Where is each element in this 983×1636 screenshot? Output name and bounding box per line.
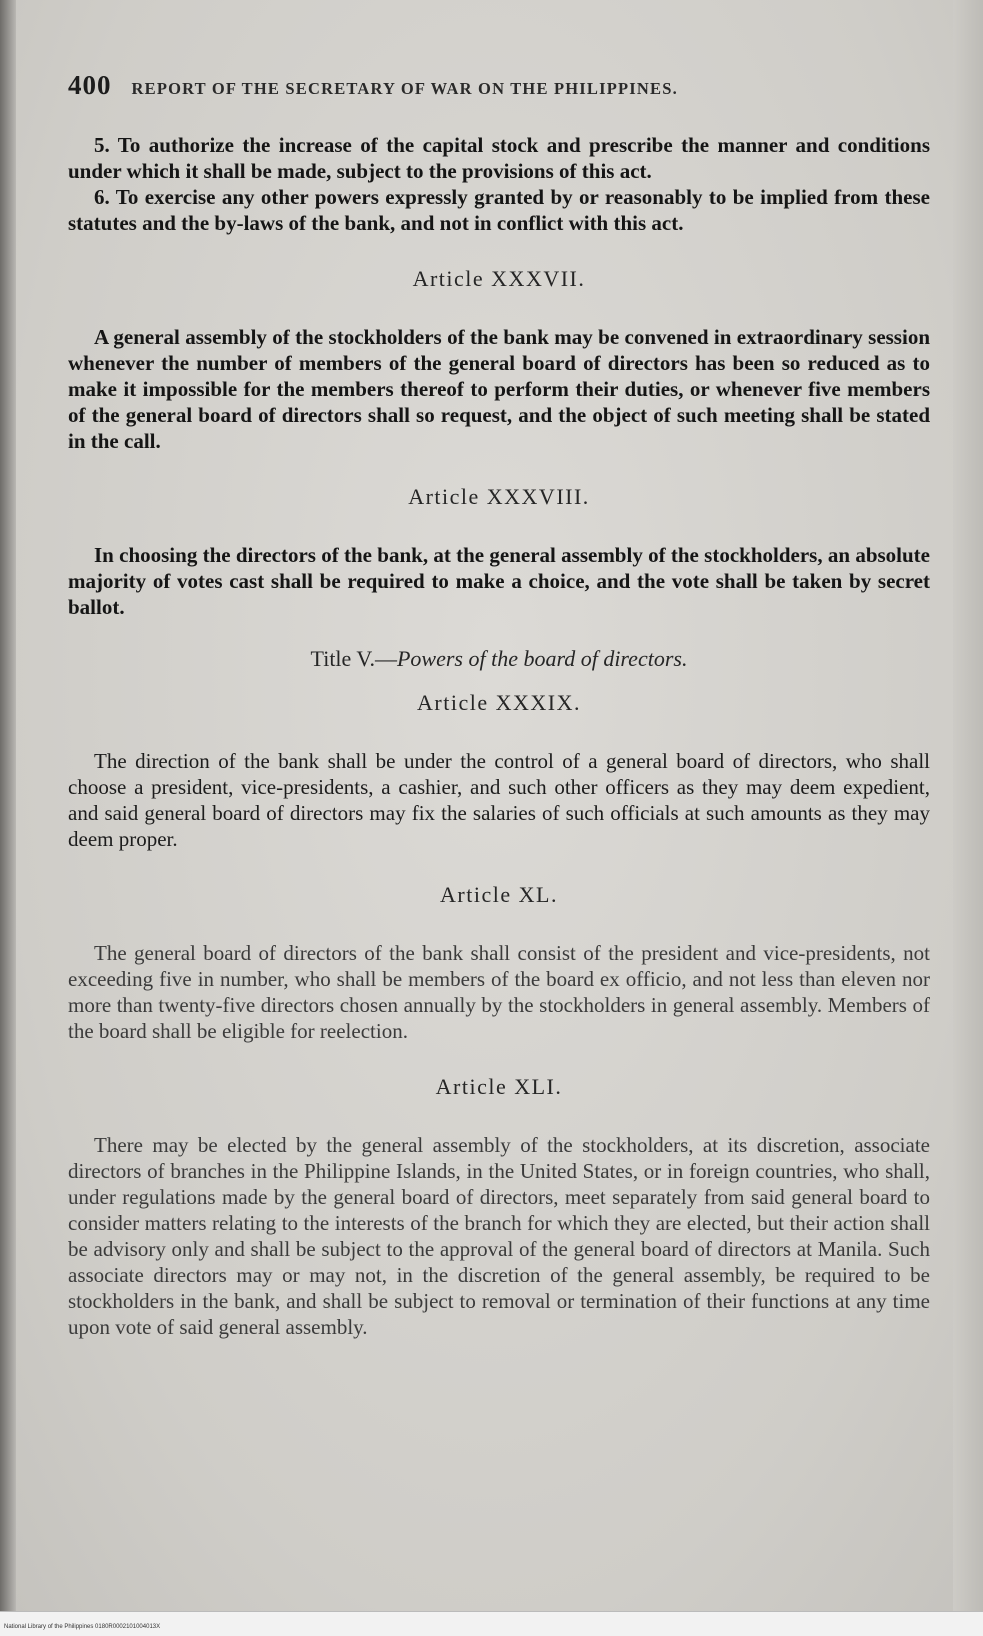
page-right-edge: [953, 0, 983, 1636]
title-heading-prefix: Title V.—: [310, 646, 397, 671]
title-heading: [68, 646, 930, 672]
page-content: [68, 70, 930, 1340]
article-heading-xxxviii: Article XXXVIII.: [408, 484, 590, 509]
page-left-shadow: [0, 0, 16, 1636]
article-heading-xli: Article XLI.: [435, 1074, 563, 1099]
article-heading-xl: Article XL.: [440, 882, 558, 907]
article-text-xxxvii: A general assembly of the stockholders of the bank may be convened in extraordinary session whenever the number of members of the general board of directors has been so reduced as to make it impossible for the members thereof to perform their duties, or whenever five members of the general board of directors shall so request, and the object of such meeting shall be stated in the call.: [68, 325, 930, 453]
footer-credit: National Library of the Philippines 0180R0002101004013X: [4, 1624, 161, 1630]
article-text-xli: There may be elected by the general assembly of the stockholders, at its discretion, associate directors of branches in the Philippine Islands, in the United States, or in foreign countries, who shall, under regulations made by the general board of directors, meet separately from said general board to consider matters relating to the interests of the branch for which they are elected, but their action shall be advisory only and shall be subject to the approval of the general board of directors at Manila. Such associate directors may or may not, in the discretion of the general assembly, be required to be stockholders in the bank, and shall be subject to removal or termination of their functions at any time upon vote of said general assembly.: [68, 1133, 930, 1339]
paragraph-item-5: 5. To authorize the increase of the capital stock and prescribe the manner and conditions under which it shall be made, subject to the provisions of this act.: [68, 133, 930, 183]
article-heading-xxxvii: Article XXXVII.: [412, 266, 586, 291]
paragraph-item-6: 6. To exercise any other powers expressly granted by or reasonably to be implied from these statutes and the by-laws of the bank, and not in conflict with this act.: [68, 185, 930, 235]
article-text-xl: The general board of directors of the bank shall consist of the president and vice-presidents, not exceeding five in number, who shall be members of the board ex officio, and not less than eleven nor more than twenty-five directors chosen annually by the stockholders in general assembly. Members of the board shall be eligible for reelection.: [68, 941, 930, 1043]
running-head: [68, 70, 930, 110]
article-text-xxxviii: In choosing the directors of the bank, at the general assembly of the stockholders, an absolute majority of votes cast shall be required to make a choice, and the vote shall be taken by secret ballot.: [68, 543, 930, 619]
page-number: 400: [68, 70, 112, 100]
running-head-title: REPORT OF THE SECRETARY OF WAR ON THE PHILIPPINES.: [131, 79, 678, 98]
article-text-xxxix: The direction of the bank shall be under the control of a general board of directors, who shall choose a president, vice-presidents, a cashier, and such other officers as they may deem expedient, and said general board of directors may fix the salaries of such officials at such amounts as they may deem proper.: [68, 749, 930, 851]
article-heading-xxxix: Article XXXIX.: [417, 690, 581, 715]
footer-strip: [0, 1611, 983, 1636]
title-heading-italic: Powers of the board of directors.: [396, 646, 688, 671]
